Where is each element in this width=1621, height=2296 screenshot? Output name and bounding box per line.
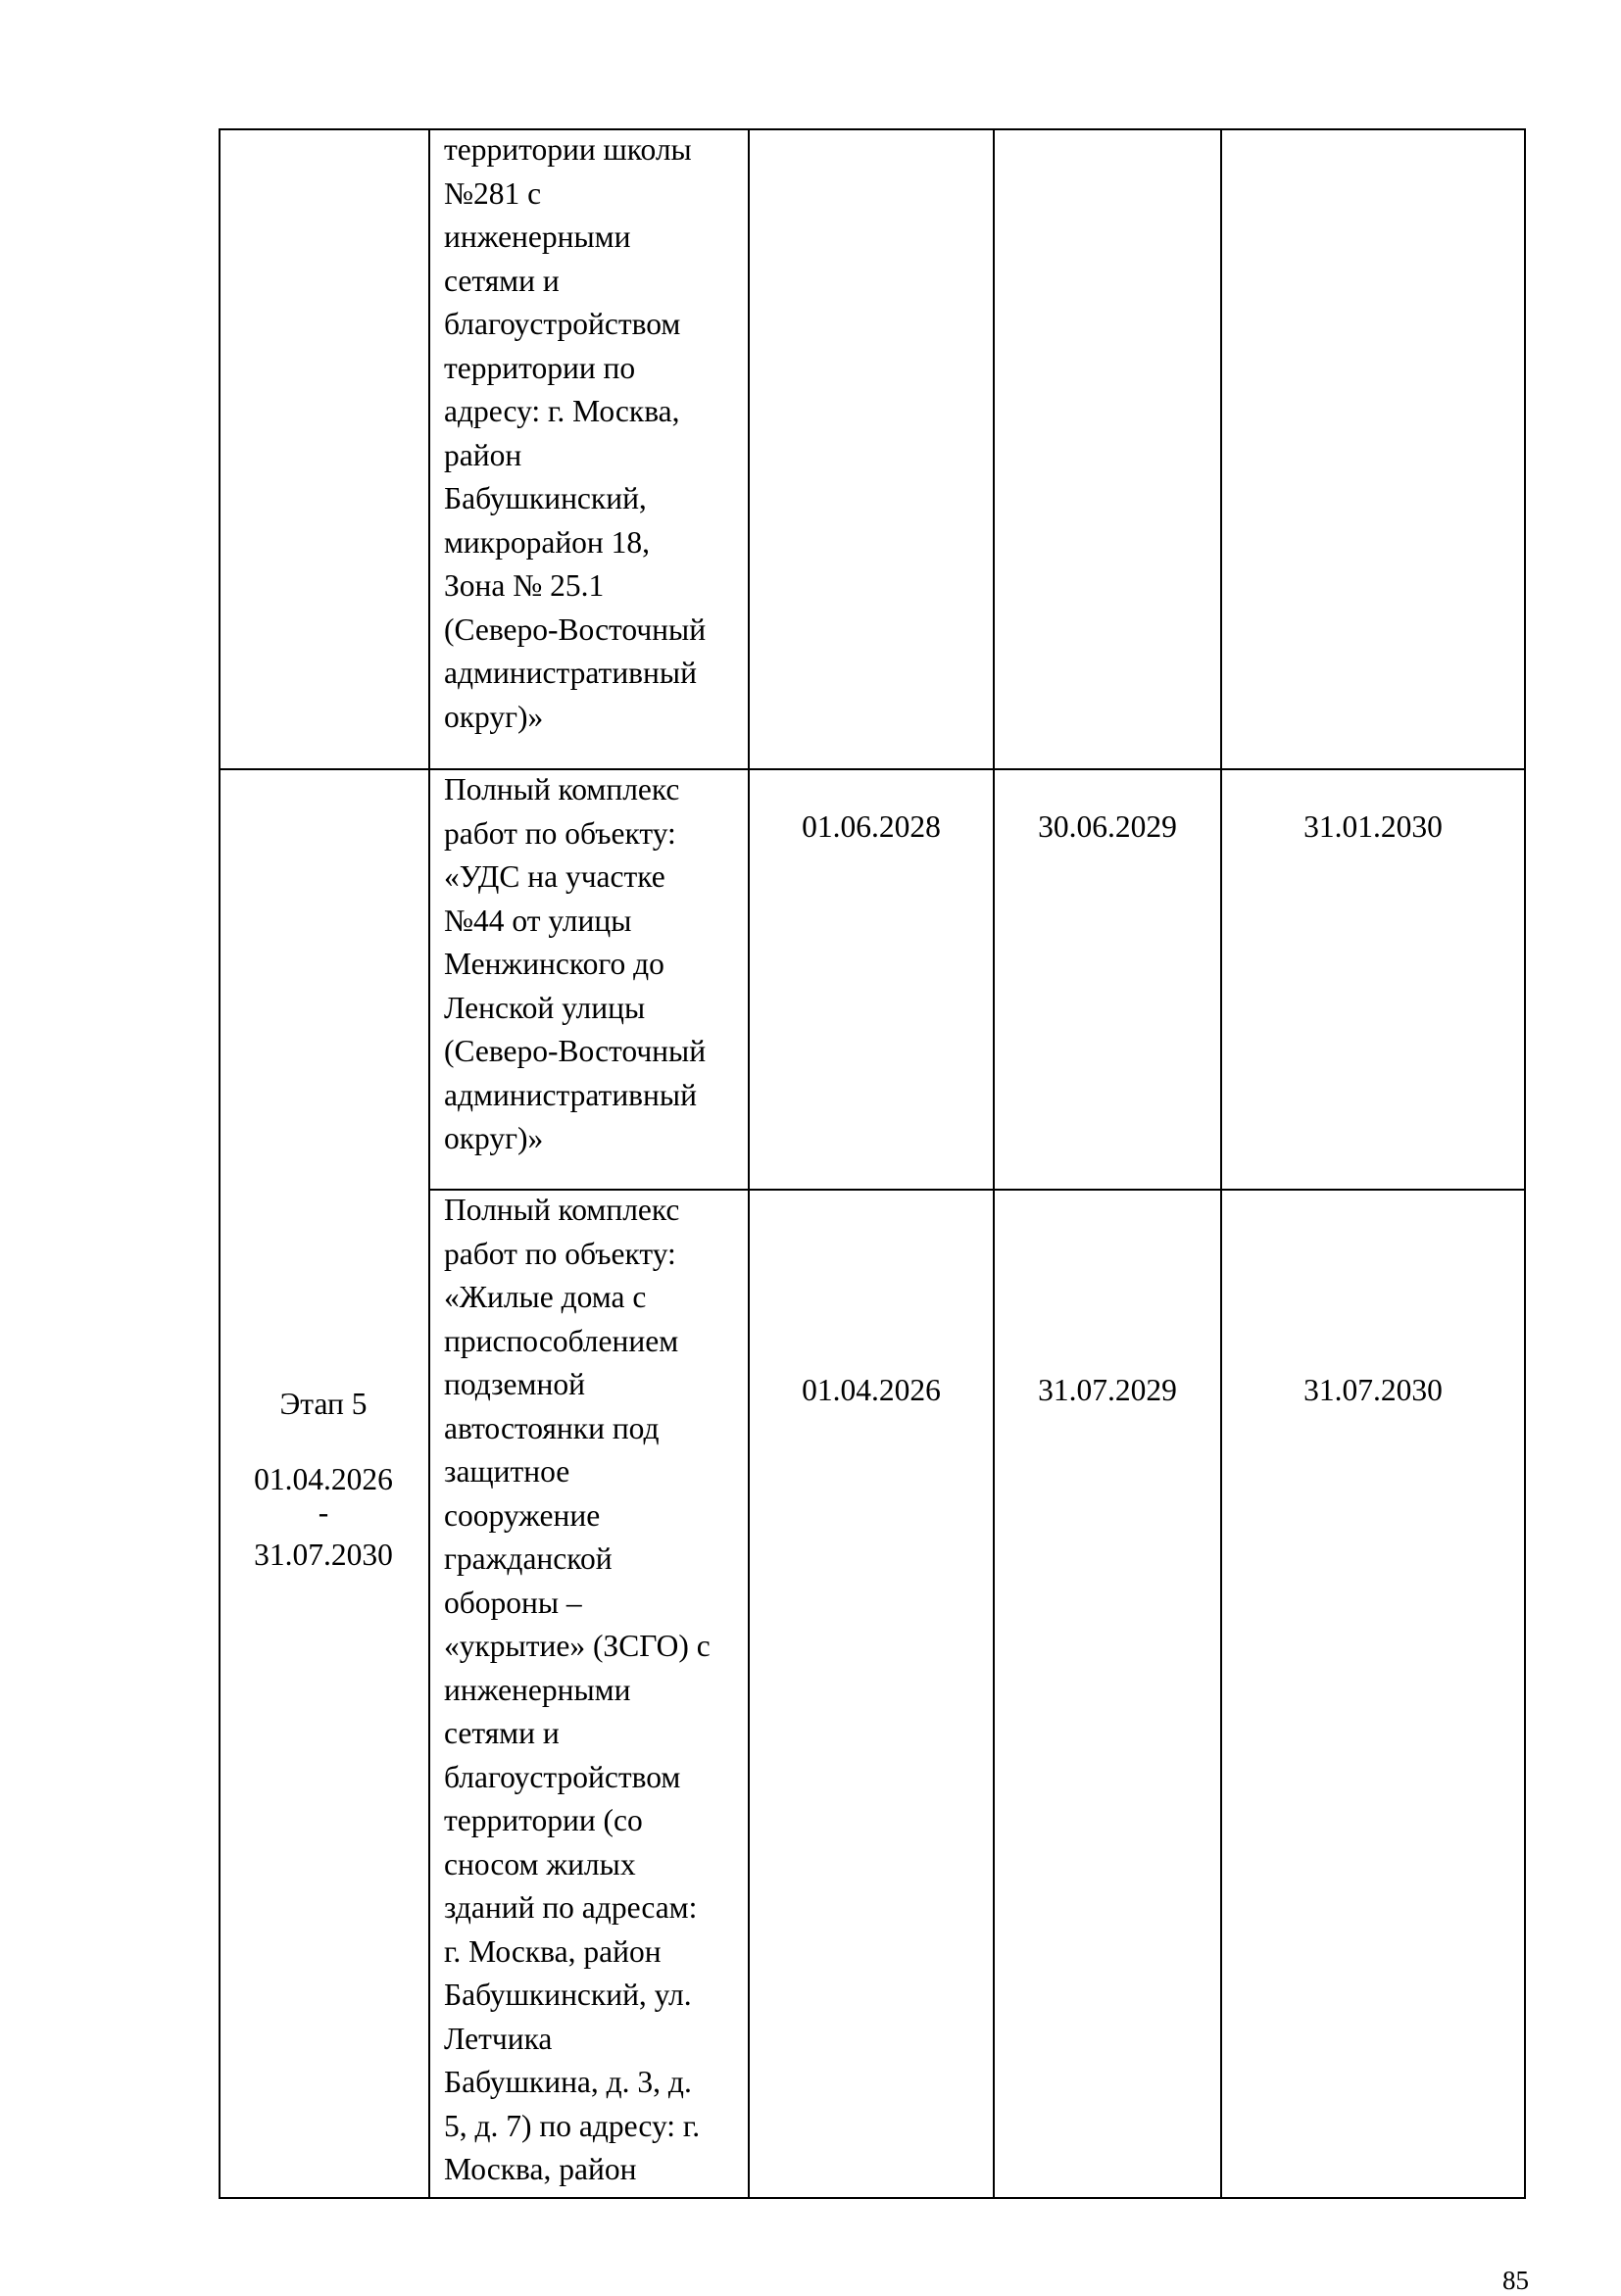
description-line: автостоянки под	[444, 1410, 660, 1445]
description-line: №44 от улицы	[444, 903, 632, 938]
table-column-divider	[993, 128, 995, 2199]
table-row-2-description	[444, 768, 706, 1161]
table-row-3-description	[444, 1189, 711, 2192]
table-row-3-commission-date: 31.07.2030	[1303, 1373, 1443, 1407]
description-line: 5, д. 7) по адресу: г.	[444, 2108, 701, 2143]
description-line: благоустройством	[444, 307, 681, 341]
description-line: адресу: г. Москва,	[444, 394, 680, 428]
description-line: обороны –	[444, 1585, 582, 1620]
description-line: №281 с	[444, 175, 542, 211]
description-line: округ)»	[444, 1121, 544, 1155]
description-line: работ по объекту:	[444, 1236, 676, 1271]
description-line: территории школы	[444, 132, 692, 167]
table-row-2-commission-date: 31.01.2030	[1303, 809, 1443, 844]
description-line: Полный комплекс	[444, 1193, 680, 1227]
description-line: сетями и	[444, 263, 560, 298]
description-line: Ленской улицы	[444, 990, 646, 1025]
table-row-1-description	[444, 128, 706, 739]
description-line: благоустройством	[444, 1759, 681, 1794]
description-line: Летчика	[444, 2021, 553, 2056]
description-line: Бабушкина, д. 3, д.	[444, 2065, 692, 2099]
description-line: приспособлением	[444, 1323, 679, 1358]
description-line: «УДС на участке	[444, 859, 665, 894]
description-line: административный	[444, 1077, 697, 1112]
description-line: административный	[444, 656, 697, 690]
description-line: инженерными	[444, 1672, 631, 1707]
table-row-2-start-date: 01.06.2028	[802, 809, 941, 844]
description-line: Менжинского до	[444, 947, 664, 981]
description-line: защитное	[444, 1454, 570, 1489]
stage-date-separator: -	[318, 1495, 329, 1530]
table-row-3-start-date: 01.04.2026	[802, 1373, 941, 1407]
description-line: зданий по адресам:	[444, 1890, 698, 1925]
description-line: район	[444, 437, 522, 472]
description-line: (Северо-Восточный	[444, 1034, 707, 1068]
table-border-left	[219, 128, 221, 2199]
table-column-divider	[428, 128, 430, 2199]
description-line: (Северо-Восточный	[444, 611, 707, 647]
stage-label: Этап 5	[279, 1387, 368, 1421]
description-line: Полный комплекс	[444, 772, 680, 806]
stage-start-date: 01.04.2026	[254, 1462, 393, 1496]
description-line: сооружение	[444, 1497, 601, 1533]
description-line: округ)»	[444, 699, 544, 734]
description-line: территории по	[444, 350, 636, 385]
stage-end-date: 31.07.2030	[254, 1538, 393, 1572]
page-number: 85	[1502, 2266, 1529, 2295]
table-border-bottom	[219, 2197, 1526, 2199]
table-column-divider	[748, 128, 750, 2199]
description-line: Бабушкинский,	[444, 481, 647, 515]
description-line: Бабушкинский, ул.	[444, 1978, 692, 2012]
table-row-3-end-date: 31.07.2029	[1038, 1373, 1177, 1407]
table-column-divider	[1220, 128, 1222, 2199]
table-border-top	[219, 128, 1526, 130]
description-line: микрорайон 18,	[444, 524, 651, 560]
description-line: инженерными	[444, 220, 631, 254]
description-line: сетями и	[444, 1716, 560, 1750]
description-line: сносом жилых	[444, 1846, 636, 1881]
table-border-right	[1524, 128, 1526, 2199]
description-line: Москва, район	[444, 2152, 637, 2186]
description-line: гражданской	[444, 1541, 613, 1576]
table-row-divider	[219, 768, 1526, 770]
description-line: «Жилые дома с	[444, 1280, 647, 1314]
description-line: Зона № 25.1	[444, 568, 605, 603]
table-row-2-end-date: 30.06.2029	[1038, 809, 1177, 844]
description-line: территории (со	[444, 1803, 643, 1837]
description-line: работ по объекту:	[444, 815, 676, 851]
description-line: г. Москва, район	[444, 1933, 662, 1969]
description-line: подземной	[444, 1367, 585, 1401]
description-line: «укрытие» (ЗСГО) с	[444, 1629, 711, 1663]
